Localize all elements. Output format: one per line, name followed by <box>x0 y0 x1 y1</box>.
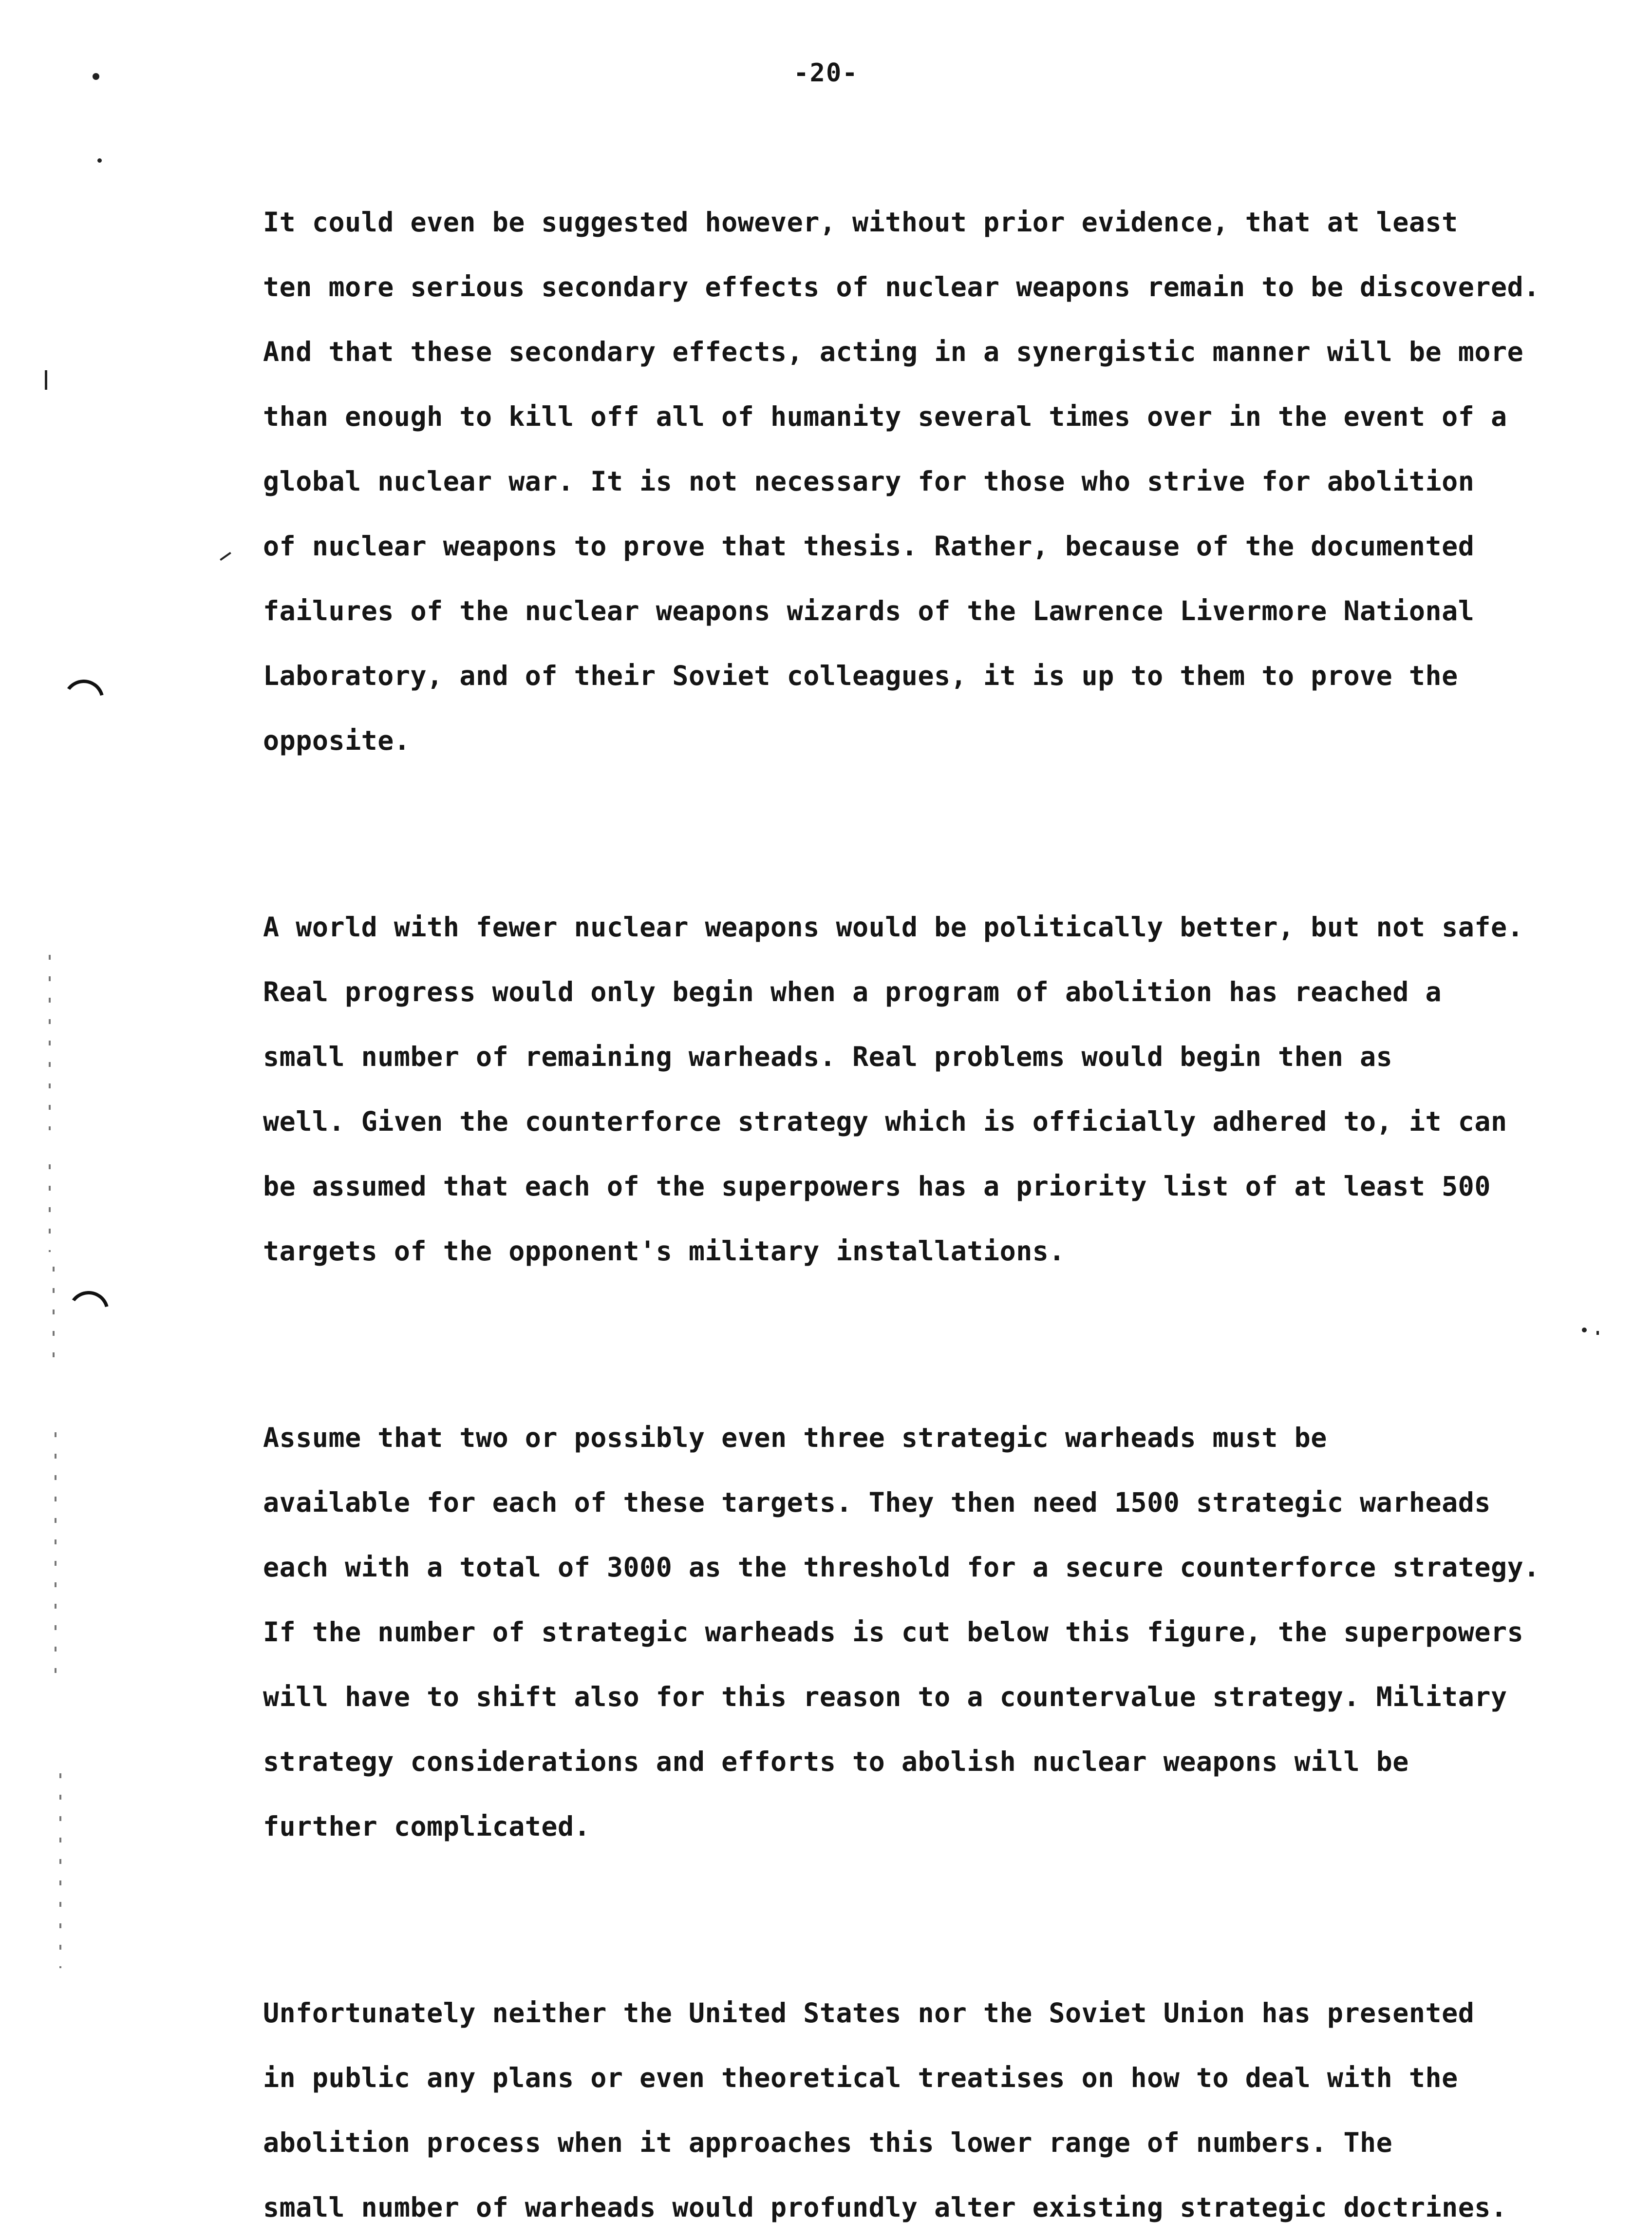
text-line: Unfortunately neither the United States nor the Soviet Union has presented <box>263 1997 1475 2029</box>
margin-dotted-line <box>59 1773 61 1968</box>
text-line: It could even be suggested however, without prior evidence, that at least <box>263 207 1458 238</box>
document-body <box>263 190 1583 2240</box>
text-line: opposite. <box>263 725 411 756</box>
margin-dotted-line <box>49 955 51 1130</box>
margin-speck <box>1596 1331 1599 1335</box>
text-line: each with a total of 3000 as the threshold for a secure counterforce strategy. <box>263 1552 1540 1583</box>
text-line: targets of the opponent's military installations. <box>263 1235 1066 1267</box>
margin-dotted-line <box>55 1432 56 1686</box>
text-line: ten more serious secondary effects of nuclear weapons remain to be discovered. <box>263 271 1540 303</box>
paragraph <box>263 895 1583 1284</box>
paragraph <box>263 1981 1583 2240</box>
margin-dotted-line <box>53 1267 55 1364</box>
text-line: small number of warheads would profundly alter existing strategic doctrines. <box>263 2192 1507 2223</box>
text-line: Real progress would only begin when a program of abolition has reached a <box>263 976 1442 1007</box>
text-line: A world with fewer nuclear weapons would be politically better, but not safe. <box>263 911 1524 943</box>
paragraph <box>263 1405 1583 1859</box>
text-line: If the number of strategic warheads is cut below this figure, the superpowers <box>263 1616 1524 1648</box>
paragraph <box>263 190 1583 773</box>
binding-hole-mark <box>56 672 112 728</box>
margin-tick <box>220 552 231 561</box>
page-number: -20- <box>793 58 859 88</box>
text-line: available for each of these targets. They then need 1500 strategic warheads <box>263 1487 1491 1518</box>
text-line: global nuclear war. It is not necessary for those who strive for abolition <box>263 466 1475 497</box>
text-line: Laboratory, and of their Soviet colleagues, it is up to them to prove the <box>263 660 1458 691</box>
binding-hole-mark <box>61 1284 117 1340</box>
text-line: will have to shift also for this reason to a countervalue strategy. Military <box>263 1681 1507 1712</box>
text-line: of nuclear weapons to prove that thesis. Rather, because of the documented <box>263 531 1475 562</box>
margin-dotted-line <box>49 1164 51 1252</box>
text-line: well. Given the counterforce strategy which is officially adhered to, it can <box>263 1106 1507 1137</box>
margin-dot <box>97 158 102 163</box>
text-line: strategy considerations and efforts to abolish nuclear weapons will be <box>263 1746 1409 1777</box>
paragraph-gap <box>263 1859 1583 1981</box>
text-line: in public any plans or even theoretical treatises on how to deal with the <box>263 2062 1458 2093</box>
text-line: be assumed that each of the superpowers has a priority list of at least 500 <box>263 1171 1491 1202</box>
text-line: small number of remaining warheads. Real problems would begin then as <box>263 1041 1393 1072</box>
margin-tick <box>45 370 47 390</box>
text-line: abolition process when it approaches this lower range of numbers. The <box>263 2127 1393 2158</box>
text-line: than enough to kill off all of humanity several times over in the event of a <box>263 401 1507 432</box>
text-line: further complicated. <box>263 1811 591 1842</box>
text-line: Assume that two or possibly even three strategic warheads must be <box>263 1422 1327 1453</box>
text-line: And that these secondary effects, acting in a synergistic manner will be more <box>263 336 1524 367</box>
text-line: failures of the nuclear weapons wizards of the Lawrence Livermore National <box>263 595 1475 626</box>
paragraph-gap <box>263 1284 1583 1405</box>
paragraph-gap <box>263 773 1583 895</box>
